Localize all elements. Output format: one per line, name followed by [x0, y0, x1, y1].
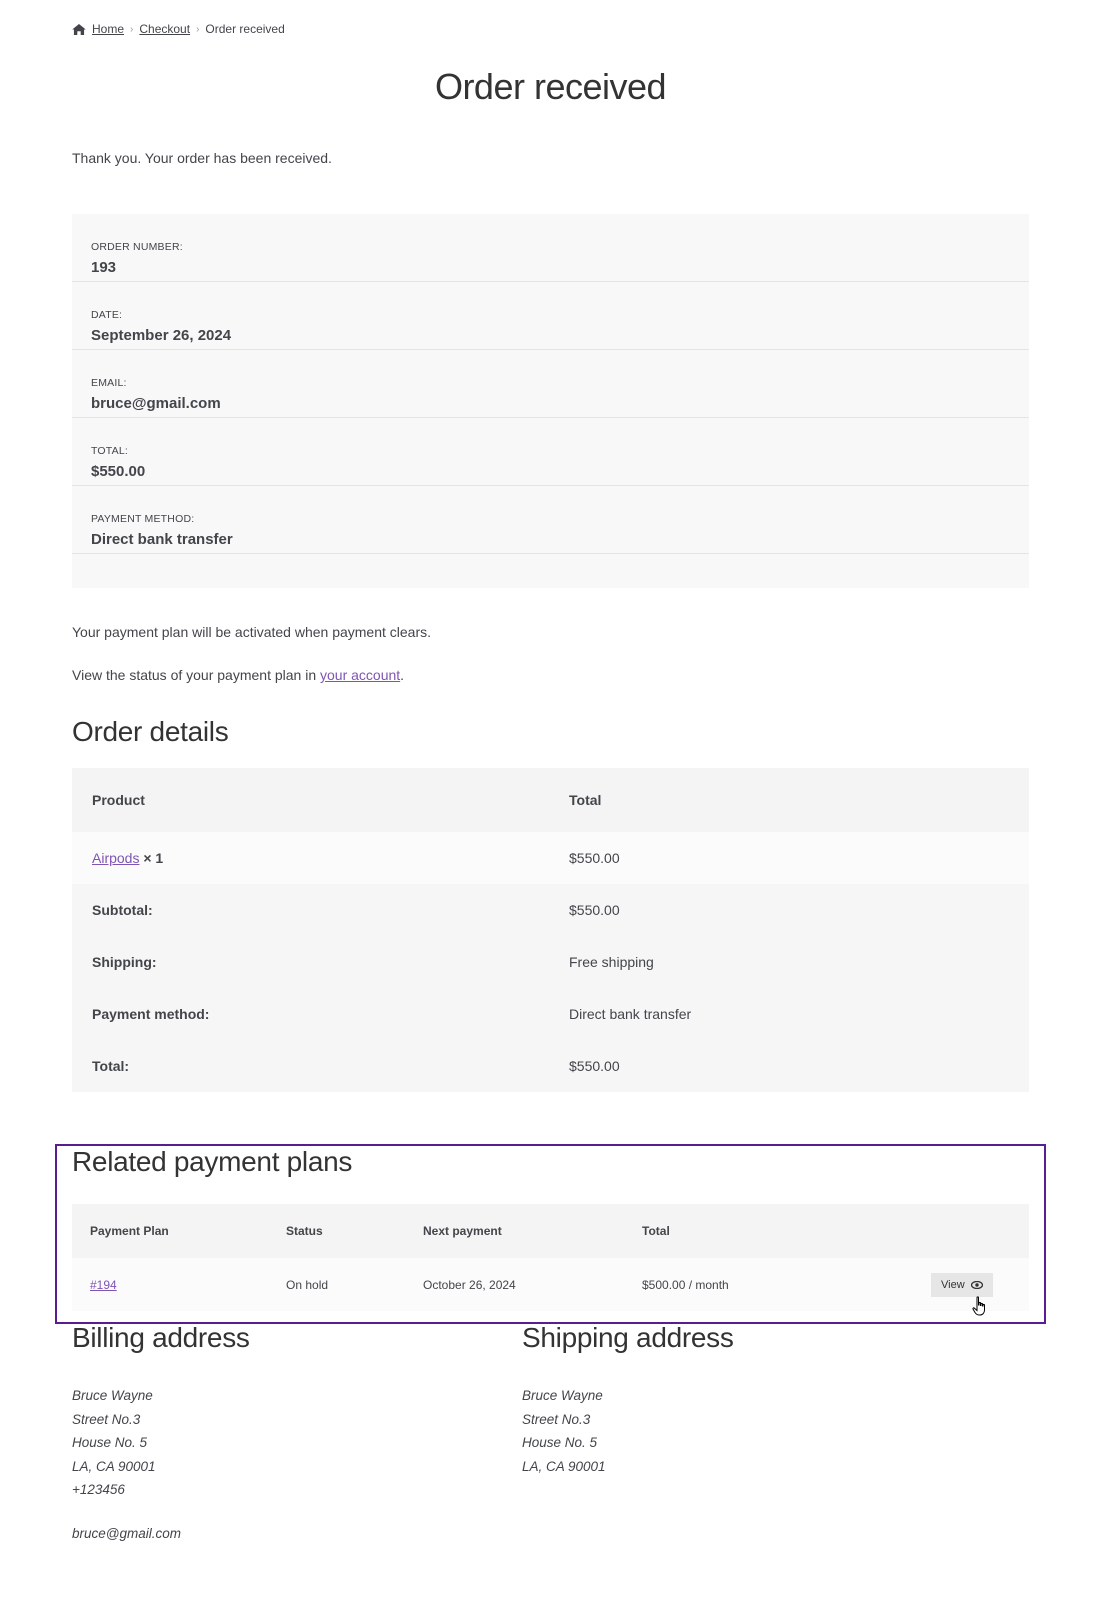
chevron-right-icon: › [196, 23, 200, 35]
eye-icon [971, 1281, 983, 1289]
overview-value: September 26, 2024 [91, 327, 232, 344]
breadcrumb-current: Order received [205, 22, 285, 36]
table-row [72, 884, 1029, 936]
overview-value: $550.00 [91, 463, 146, 480]
overview-label: DATE: [91, 309, 123, 321]
billing-address [72, 1384, 181, 1545]
column-header-product: Product [72, 768, 553, 832]
table-row [72, 1258, 1029, 1311]
zigzag-edge-top [72, 210, 1029, 220]
product-cell [72, 832, 553, 884]
shipping-city: LA, CA 90001 [522, 1458, 606, 1474]
table-row [72, 1040, 1029, 1092]
overview-payment-method [72, 486, 1029, 554]
column-header-payment-plan: Payment Plan [72, 1204, 268, 1258]
product-quantity: × 1 [143, 850, 164, 866]
table-header-row [72, 768, 1029, 832]
table-row [72, 988, 1029, 1040]
shipping-address-title: Shipping address [522, 1322, 734, 1353]
plan-status: On hold [268, 1258, 405, 1311]
plan-next-payment: October 26, 2024 [405, 1258, 624, 1311]
hand-cursor-icon [971, 1296, 989, 1316]
billing-city: LA, CA 90001 [72, 1458, 156, 1474]
shipping-value: Free shipping [553, 936, 1029, 988]
column-header-total: Total [624, 1204, 913, 1258]
breadcrumb-checkout-link[interactable]: Checkout [139, 22, 191, 36]
overview-label: ORDER NUMBER: [91, 241, 183, 253]
plan-actions [913, 1258, 1029, 1311]
billing-name: Bruce Wayne [72, 1388, 153, 1403]
shipping-label: Shipping: [72, 936, 553, 988]
overview-label: PAYMENT METHOD: [91, 513, 195, 525]
home-icon [72, 24, 86, 35]
plan-cell [72, 1258, 268, 1311]
breadcrumb [72, 22, 285, 36]
your-account-link[interactable]: your account [320, 667, 401, 683]
status-note [72, 667, 404, 683]
related-payment-plans-table [72, 1204, 1029, 1311]
shipping-address [522, 1384, 606, 1478]
zigzag-edge-bottom [72, 582, 1029, 592]
payment-method-value: Direct bank transfer [553, 988, 1029, 1040]
overview-email [72, 350, 1029, 418]
overview-value: 193 [91, 259, 117, 276]
subtotal-value: $550.00 [553, 884, 1029, 936]
overview-value: Direct bank transfer [91, 531, 233, 548]
activation-note: Your payment plan will be activated when payment clears. [72, 624, 432, 640]
column-header-status: Status [268, 1204, 405, 1258]
payment-method-label: Payment method: [72, 988, 553, 1040]
total-value: $550.00 [553, 1040, 1029, 1092]
overview-date [72, 282, 1029, 350]
product-total: $550.00 [553, 832, 1029, 884]
billing-street: Street No.3 [72, 1411, 141, 1427]
chevron-right-icon: › [130, 23, 134, 35]
page-title: Order received [434, 66, 667, 107]
subtotal-label: Subtotal: [72, 884, 553, 936]
overview-label: TOTAL: [91, 445, 128, 457]
breadcrumb-home-link[interactable]: Home [92, 22, 125, 36]
overview-order-number [72, 214, 1029, 282]
shipping-name: Bruce Wayne [522, 1388, 603, 1403]
shipping-house: House No. 5 [522, 1435, 598, 1450]
overview-label: EMAIL: [91, 377, 127, 389]
billing-email: bruce@gmail.com [72, 1525, 181, 1541]
order-details-title: Order details [72, 716, 229, 747]
order-overview [72, 214, 1029, 588]
table-row [72, 936, 1029, 988]
overview-total [72, 418, 1029, 486]
product-link[interactable]: Airpods [92, 850, 140, 866]
order-details-table [72, 768, 1029, 1092]
payment-plan-link[interactable]: #194 [90, 1277, 117, 1292]
related-payment-plans-title: Related payment plans [72, 1146, 353, 1177]
column-header-next-payment: Next payment [405, 1204, 624, 1258]
column-header-total: Total [553, 768, 1029, 832]
overview-value: bruce@gmail.com [91, 395, 221, 412]
billing-house: House No. 5 [72, 1435, 148, 1450]
billing-phone: +123456 [72, 1482, 125, 1497]
view-button-label: View [941, 1278, 965, 1291]
status-note-prefix: View the status of your payment plan in [72, 667, 320, 683]
billing-address-title: Billing address [72, 1322, 250, 1353]
status-note-suffix: . [400, 667, 405, 683]
thank-you-message: Thank you. Your order has been received. [72, 150, 332, 166]
table-row [72, 832, 1029, 884]
plan-total: $500.00 / month [624, 1258, 913, 1311]
table-header-row [72, 1204, 1029, 1258]
total-label: Total: [72, 1040, 553, 1092]
shipping-street: Street No.3 [522, 1411, 591, 1427]
column-header-actions [913, 1204, 1029, 1258]
view-plan-button[interactable] [931, 1273, 993, 1297]
